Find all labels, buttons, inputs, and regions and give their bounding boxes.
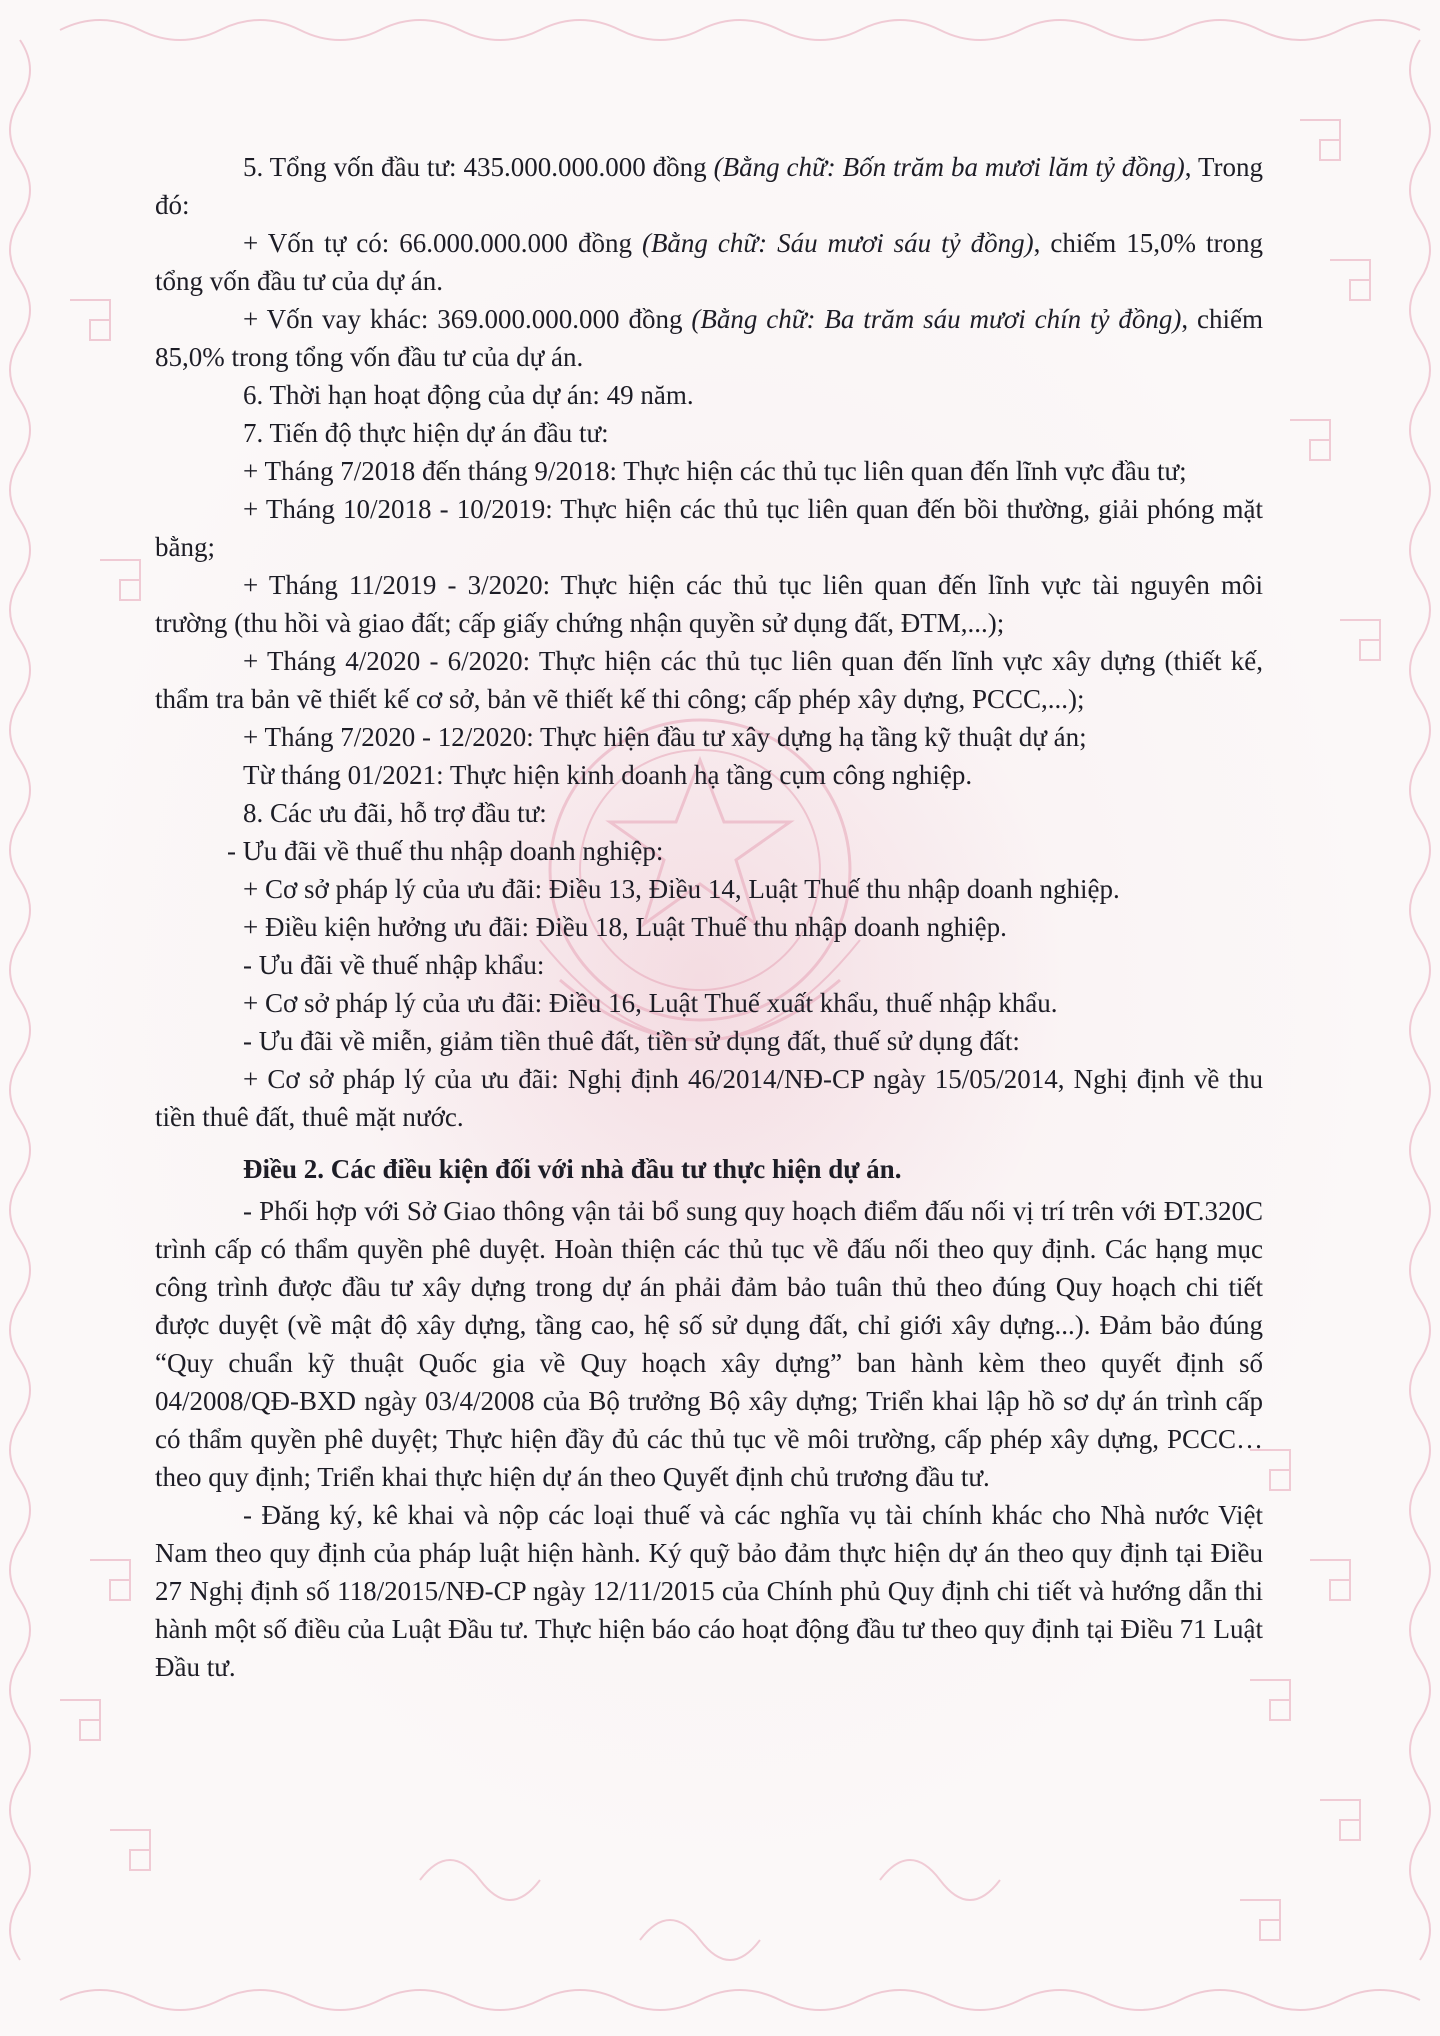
- schedule-title: 7. Tiến độ thực hiện dự án đầu tư:: [243, 418, 609, 448]
- own-capital-tail: , chiếm 15,0% trong tổng vốn đầu tư của dự án.: [155, 228, 1263, 296]
- loan-capital-words: (Bằng chữ: Ba trăm sáu mươi chín tỷ đồng): [691, 304, 1182, 334]
- incentive-item: - Ưu đãi về miễn, giảm tiền thuê đất, tiền sử dụng đất, thuế sử dụng đất:: [243, 1026, 1020, 1056]
- loan-capital-amount: + Vốn vay khác: 369.000.000.000 đồng: [243, 304, 692, 334]
- incentive-item: - Ưu đãi về thuế nhập khẩu:: [243, 950, 545, 980]
- document-body: [155, 148, 1263, 1686]
- article-2-paragraph: - Đăng ký, kê khai và nộp các loại thuế và các nghĩa vụ tài chính khác cho Nhà nước Việt Nam theo quy định của pháp luật hiện hành. Ký quỹ bảo đảm thực hiện dự án theo quy định tại Điều 27 Nghị định số 118/2015/NĐ-CP ngày 12/11/2015 của Chính phủ Quy định chi tiết và hướng dẫn thi hành một số điều của Luật Đầu tư. Thực hiện báo cáo hoạt động đầu tư theo quy định tại Điều 71 Luật Đầu tư.: [155, 1500, 1263, 1682]
- schedule-item: + Tháng 7/2020 - 12/2020: Thực hiện đầu tư xây dựng hạ tầng kỹ thuật dự án;: [243, 722, 1087, 752]
- incentive-item: + Cơ sở pháp lý của ưu đãi: Nghị định 46/2014/NĐ-CP ngày 15/05/2014, Nghị định về thu tiền thuê đất, thuê mặt nước.: [155, 1064, 1263, 1132]
- incentive-item: - Ưu đãi về thuế thu nhập doanh nghiệp:: [227, 836, 664, 866]
- loan-capital: [155, 300, 1263, 376]
- schedule-item: + Tháng 7/2018 đến tháng 9/2018: Thực hiện các thủ tục liên quan đến lĩnh vực đầu tư;: [243, 456, 1187, 486]
- investment-total-amount: 5. Tổng vốn đầu tư: 435.000.000.000 đồng: [243, 152, 714, 182]
- investment-total: [155, 148, 1263, 224]
- own-capital-amount: + Vốn tự có: 66.000.000.000 đồng: [243, 228, 642, 258]
- schedule-item: Từ tháng 01/2021: Thực hiện kinh doanh hạ tầng cụm công nghiệp.: [243, 760, 973, 790]
- article-2-heading: Điều 2. Các điều kiện đối với nhà đầu tư thực hiện dự án.: [243, 1154, 902, 1184]
- incentives-title: 8. Các ưu đãi, hỗ trợ đầu tư:: [243, 798, 547, 828]
- own-capital-words: (Bằng chữ: Sáu mươi sáu tỷ đồng): [641, 228, 1034, 258]
- investment-total-tail: , Trong đó:: [155, 152, 1263, 220]
- article-2-paragraph: - Phối hợp với Sở Giao thông vận tải bổ sung quy hoạch điểm đấu nối vị trí trên với ĐT.320C trình cấp có thẩm quyền phê duyệt. Hoàn thiện các thủ tục về đấu nối theo quy định. Các hạng mục công trình được đầu tư xây dựng trong dự án phải đảm bảo tuân thủ theo đúng Quy hoạch chi tiết được duyệt (về mật độ xây dựng, tầng cao, hệ số sử dụng đất, chỉ giới xây dựng...). Đảm bảo đúng “Quy chuẩn kỹ thuật Quốc gia về Quy hoạch xây dựng” ban hành kèm theo quyết định số 04/2008/QĐ-BXD ngày 03/4/2008 của Bộ trưởng Bộ xây dựng; Triển khai lập hồ sơ dự án trình cấp có thẩm quyền phê duyệt; Thực hiện đầy đủ các thủ tục về môi trường, cấp phép xây dựng, PCCC… theo quy định; Triển khai thực hiện dự án theo Quyết định chủ trương đầu tư.: [155, 1196, 1263, 1492]
- schedule-item: + Tháng 11/2019 - 3/2020: Thực hiện các thủ tục liên quan đến lĩnh vực tài nguyên môi trường (thu hồi và giao đất; cấp giấy chứng nhận quyền sử dụng đất, ĐTM,...);: [155, 570, 1263, 638]
- incentive-item: + Cơ sở pháp lý của ưu đãi: Điều 16, Luật Thuế xuất khẩu, thuế nhập khẩu.: [243, 988, 1058, 1018]
- investment-total-words: (Bằng chữ: Bốn trăm ba mươi lăm tỷ đồng): [713, 152, 1185, 182]
- schedule-item: + Tháng 4/2020 - 6/2020: Thực hiện các thủ tục liên quan đến lĩnh vực xây dựng (thiết kế, thẩm tra bản vẽ thiết kế cơ sở, bản vẽ thiết kế thi công; cấp phép xây dựng, PCCC,...);: [155, 646, 1263, 714]
- schedule-item: + Tháng 10/2018 - 10/2019: Thực hiện các thủ tục liên quan đến bồi thường, giải phóng mặt bằng;: [155, 494, 1263, 562]
- loan-capital-tail: , chiếm 85,0% trong tổng vốn đầu tư của dự án.: [155, 304, 1263, 372]
- incentive-item: + Điều kiện hưởng ưu đãi: Điều 18, Luật Thuế thu nhập doanh nghiệp.: [243, 912, 1007, 942]
- own-capital: [155, 224, 1263, 300]
- operation-duration: 6. Thời hạn hoạt động của dự án: 49 năm.: [243, 380, 694, 410]
- incentive-item: + Cơ sở pháp lý của ưu đãi: Điều 13, Điều 14, Luật Thuế thu nhập doanh nghiệp.: [243, 874, 1120, 904]
